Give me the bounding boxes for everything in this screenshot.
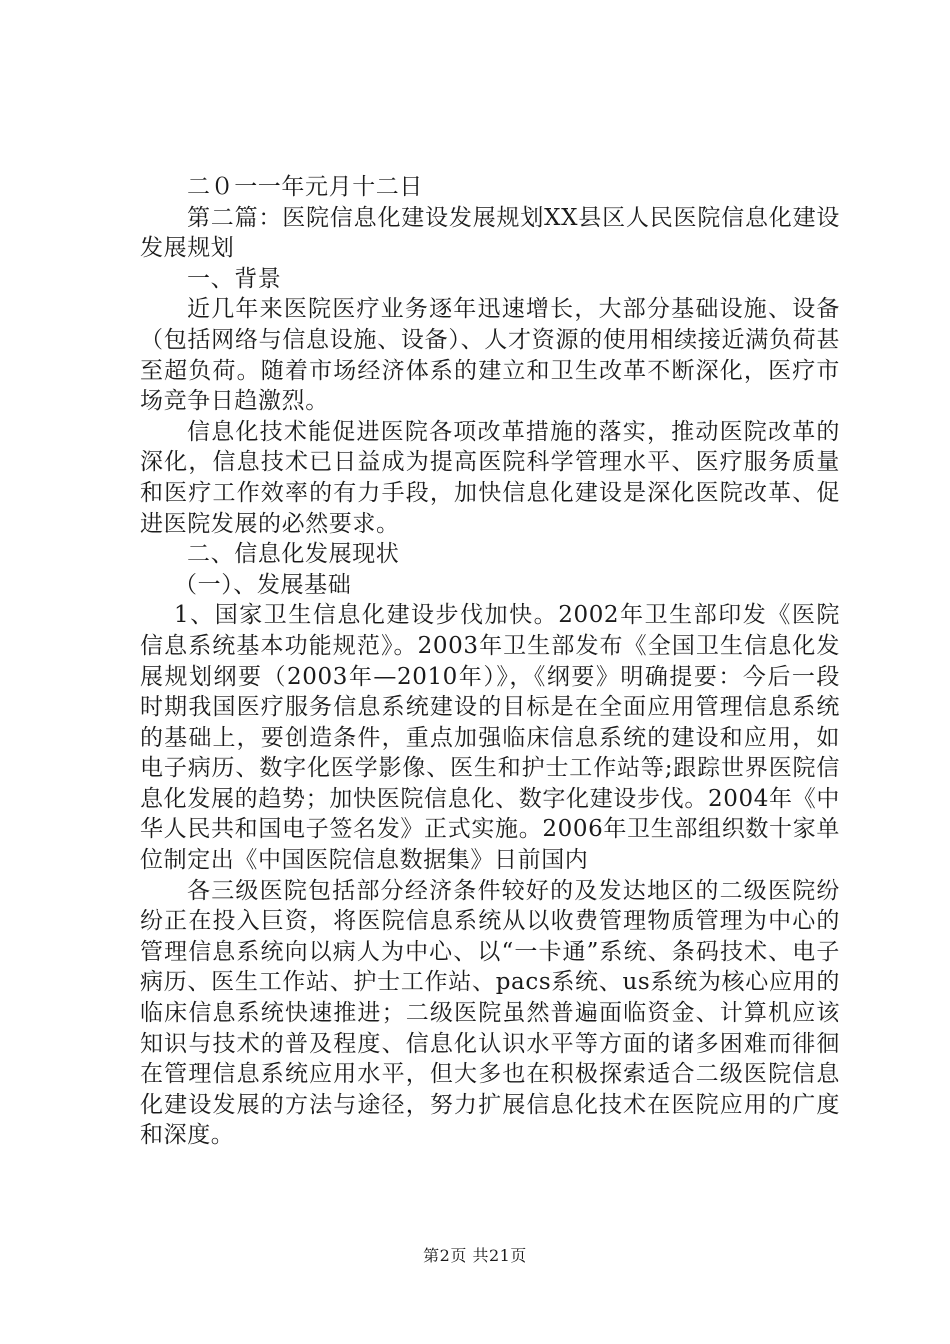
body-paragraph: 信息化技术能促进医院各项改革措施的落实，推动医院改革的深化，信息技术已日益成为提高医院科学管理水平、医疗服务质量和医疗工作效率的有力手段，加快信息化建设是深化医院改革、促进医院发展的必然要求。 (140, 418, 840, 537)
document-body (140, 172, 840, 1151)
subsection-heading: （一）、发展基础 (174, 571, 352, 598)
section-heading-status: 二、信息化发展现状 (187, 541, 400, 568)
body-paragraph: 各三级医院包括部分经济条件较好的及发达地区的二级医院纷纷正在投入巨资，将医院信息系统从以收费管理物质管理为中心的管理信息系统向以病人为中心、以“一卡通”系统、条码技术、电子病历、医生工作站、护士工作站、pacs系统、us系统为核心应用的临床信息系统快速推进；二级医院虽然普遍面临资金、计算机应该知识与技术的普及程度、信息化认识水平等方面的诸多困难而徘徊在管理信息系统应用水平，但大多也在积极探索适合二级医院信息化建设发展的方法与途径，努力扩展信息化技术在医院应用的广度和深度。 (140, 877, 840, 1149)
chapter-title: 第二篇：医院信息化建设发展规划XX县区人民医院信息化建设发展规划 (140, 204, 840, 262)
body-paragraph: 1、国家卫生信息化建设步伐加快。2002年卫生部印发《医院信息系统基本功能规范》。2003年卫生部发布《全国卫生信息化发展规划纲要（2003年—2010年）》，《纲要》明确提要：今后一段时期我国医疗服务信息系统建设的目标是在全面应用管理信息系统的基础上，要创造条件，重点加强临床信息系统的建设和应用，如电子病历、数字化医学影像、医生和护士工作站等;跟踪世界医院信息化发展的趋势；加快医院信息化、数字化建设步伐。2004年《中华人民共和国电子签名发》正式实施。2006年卫生部组织数十家单位制定出《中国医院信息数据集》日前国内 (140, 602, 840, 874)
body-paragraph: 近几年来医院医疗业务逐年迅速增长，大部分基础设施、设备（包括网络与信息设施、设备）、人才资源的使用相续接近满负荷甚至超负荷。随着市场经济体系的建立和卫生改革不断深化，医疗市场竞争日趋激烈。 (140, 296, 840, 415)
section-heading-background: 一、背景 (187, 265, 282, 292)
page-number-footer: 第2页 共21页 (423, 1246, 527, 1265)
date-line: 二０一一年元月十二日 (187, 174, 423, 200)
